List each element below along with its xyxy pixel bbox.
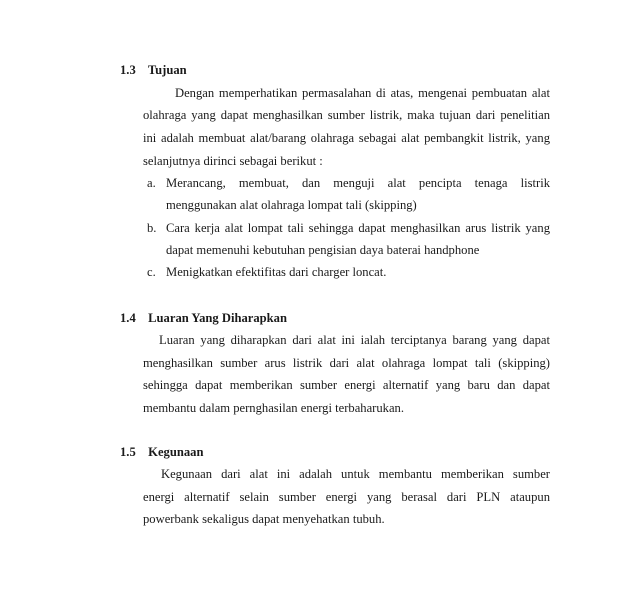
list-item: dapat memenuhi kebutuhan pengisian daya baterai handphone — [166, 243, 480, 257]
section-heading-tujuan — [120, 62, 187, 78]
section-title: Kegunaan — [148, 445, 204, 459]
list-marker: b. — [147, 221, 157, 235]
paragraph-line: membantu dalam pernghasilan energi terbaharukan. — [143, 401, 404, 415]
paragraph-line: olahraga yang dapat menghasilkan sumber listrik, maka tujuan dari penelitian — [143, 108, 550, 122]
list-item: Cara kerja alat lompat tali sehingga dapat menghasilkan arus listrik yang — [166, 221, 550, 235]
list-item: Menigkatkan efektifitas dari charger loncat. — [166, 265, 387, 279]
section-number: 1.3 — [120, 63, 136, 77]
paragraph-line: menghasilkan sumber arus listrik dari alat olahraga lompat tali (skipping) — [143, 356, 550, 370]
section-heading-luaran — [120, 310, 287, 326]
paragraph-line: sehingga dapat memberikan sumber energi alternatif yang baru dan dapat — [143, 378, 550, 392]
section-number: 1.5 — [120, 445, 136, 459]
list-item: menggunakan alat olahraga lompat tali (skipping) — [166, 198, 417, 212]
list-marker: c. — [147, 265, 156, 279]
paragraph-line: selanjutnya dirinci sebagai berikut : — [143, 154, 323, 168]
paragraph-line: Luaran yang diharapkan dari alat ini ialah terciptanya barang yang dapat — [159, 333, 550, 347]
paragraph-line: Kegunaan dari alat ini adalah untuk membantu memberikan sumber — [161, 467, 550, 481]
paragraph-line: ini adalah membuat alat/barang olahraga sebagai alat pembangkit listrik, yang — [143, 131, 550, 145]
section-title: Tujuan — [147, 63, 187, 77]
section-heading-kegunaan — [120, 444, 203, 460]
paragraph-line: energi alternatif selain sumber energi yang berasal dari PLN ataupun — [143, 490, 550, 504]
paragraph-line: Dengan memperhatikan permasalahan di atas, mengenai pembuatan alat — [175, 86, 550, 100]
list-marker: a. — [147, 176, 156, 190]
section-title: Luaran Yang Diharapkan — [148, 311, 287, 325]
list-item: Merancang, membuat, dan menguji alat pencipta tenaga listrik — [166, 176, 550, 190]
paragraph-line: powerbank sekaligus dapat menyehatkan tubuh. — [143, 512, 385, 526]
section-number: 1.4 — [120, 311, 136, 325]
